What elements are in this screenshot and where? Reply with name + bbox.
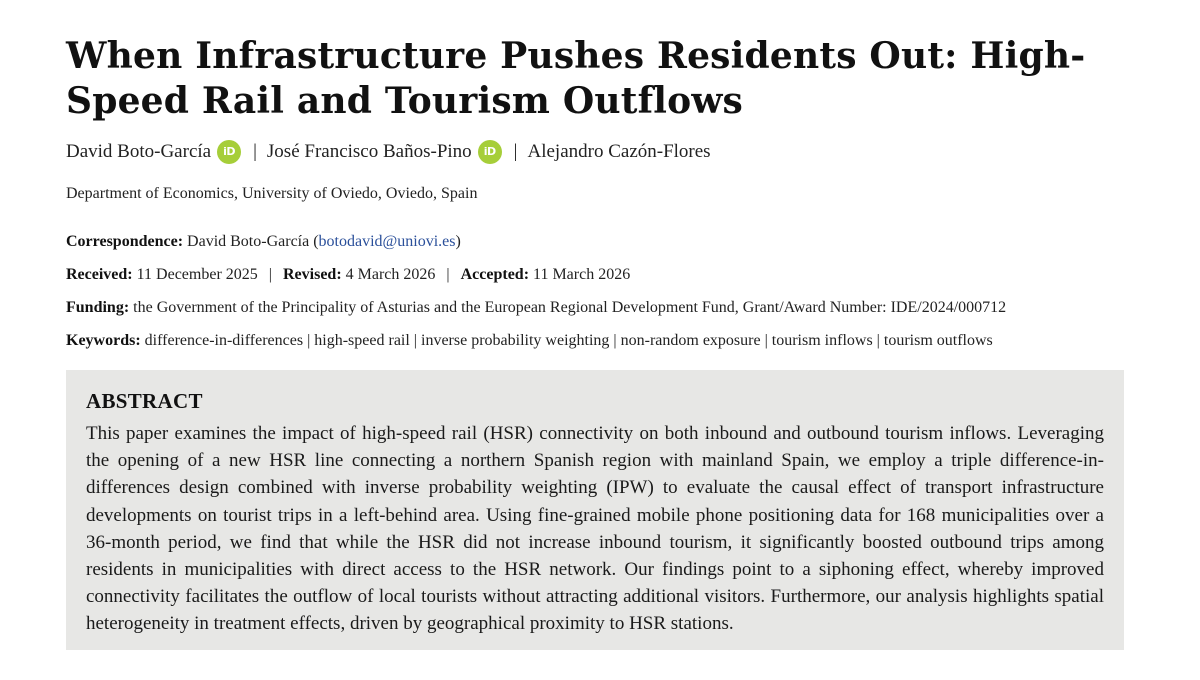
revised-label: Revised:	[282, 266, 342, 283]
correspondence-label: Correspondence:	[66, 233, 184, 250]
received-label: Received:	[66, 266, 133, 283]
accepted-date: 11 March 2026	[533, 266, 631, 283]
author-name[interactable]: José Francisco Baños-Pino	[266, 141, 472, 162]
abstract-heading: ABSTRACT	[86, 389, 203, 413]
correspondence-name: David Boto-García	[187, 233, 310, 250]
keywords-line	[66, 330, 993, 352]
received-date: 11 December 2025	[136, 266, 258, 283]
orcid-icon[interactable]: iD	[217, 140, 241, 164]
orcid-icon[interactable]: iD	[478, 140, 502, 164]
keywords-text: difference-in-differences | high-speed rail | inverse probability weighting | non-random exposure | tourism inflows | tourism outflows	[144, 332, 993, 349]
correspondence-email-link[interactable]: botodavid@uniovi.es	[318, 233, 456, 250]
funding-label: Funding:	[66, 299, 130, 316]
affiliation: Department of Economics, University of Oviedo, Oviedo, Spain	[66, 185, 478, 202]
author-separator: |	[513, 141, 518, 162]
abstract-text: This paper examines the impact of high-speed rail (HSR) connectivity on both inbound and outbound tourism inflows. Leveraging the opening of a new HSR line connecting a northern Spanish region with mainland Spain, we employ a triple difference-in-differences design combined with inverse probability weighting (IPW) to evaluate the causal effect of transport infrastructure developments on tourist trips in a left-behind area. Using fine-grained mobile phone positioning data for 168 municipalities over a 36-month period, we find that while the HSR did not increase inbound tourism, it significantly boosted outbound trips among residents in municipalities with direct access to the HSR network. Our findings point to a siphoning effect, whereby improved connectivity facilitates the outflow of local tourists without attracting additional visitors. Furthermore, our analysis highlights spatial heterogeneity in treatment effects, driven by geographical proximity to HSR stations.	[86, 423, 1104, 635]
funding-text: the Government of the Principality of Asturias and the European Regional Development Fund, Grant/Award Number: IDE/2024/000712	[133, 299, 1007, 316]
keywords-label: Keywords:	[66, 332, 141, 349]
correspondence-line: Correspondence: David Boto-García (botodavid@uniovi.es)	[66, 233, 461, 250]
date-separator: |	[446, 266, 450, 283]
author-name[interactable]: David Boto-García	[66, 141, 212, 162]
article-title: When Infrastructure Pushes Residents Out: High-Speed Rail and Tourism Outflows	[66, 35, 1086, 122]
author-list	[66, 139, 711, 165]
accepted-label: Accepted:	[460, 266, 530, 283]
dates-line	[66, 264, 630, 286]
author-name[interactable]: Alejandro Cazón-Flores	[527, 141, 711, 162]
abstract-box	[66, 370, 1124, 650]
funding-line	[66, 297, 1006, 319]
author-separator: |	[253, 141, 257, 162]
revised-date: 4 March 2026	[345, 266, 436, 283]
date-separator: |	[268, 266, 272, 283]
